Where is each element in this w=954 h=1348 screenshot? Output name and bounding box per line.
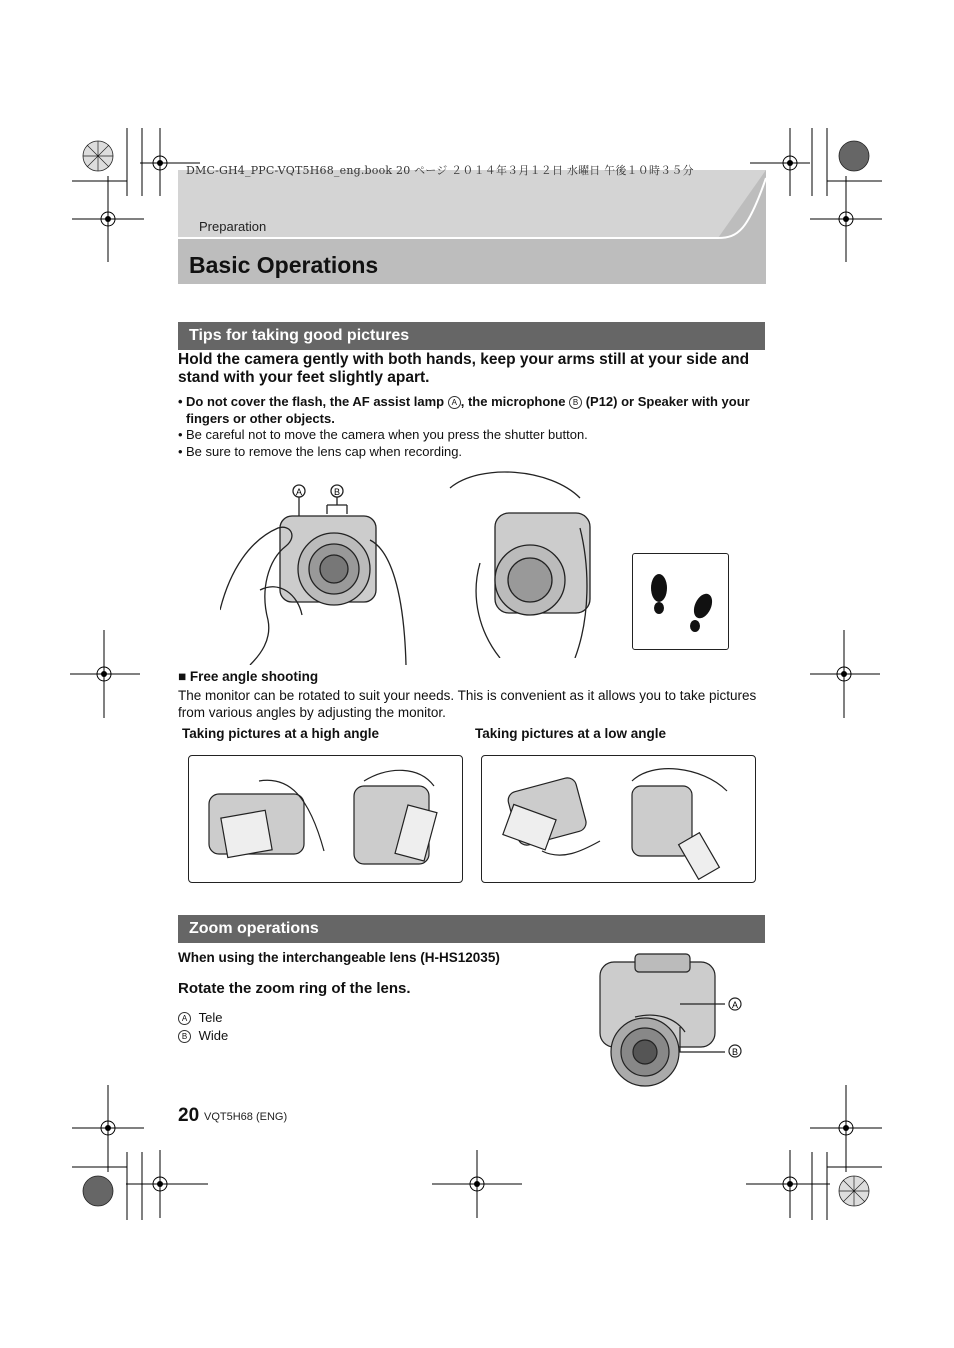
footprints-icon bbox=[633, 554, 728, 649]
tips-lead: Hold the camera gently with both hands, keep your arms still at your side and stand with your feet slightly apart. bbox=[178, 351, 750, 386]
tips-bullets bbox=[178, 394, 768, 460]
callout-a-marker: A bbox=[448, 396, 461, 409]
zoom-lens-note: When using the interchangeable lens (H-HS12035) bbox=[178, 950, 500, 965]
callout-b-marker: B bbox=[569, 396, 582, 409]
page-number: 20 bbox=[178, 1105, 200, 1126]
high-angle-illustration bbox=[188, 755, 463, 883]
bullet-shutter: • Be careful not to move the camera when you press the shutter button. bbox=[178, 427, 768, 444]
zoom-wide-item: B Wide bbox=[178, 1028, 228, 1043]
file-meta: DMC-GH4_PPC-VQT5H68_eng.book 20 ページ ２０１４年３月１２日 水曜日 午後１０時３５分 bbox=[186, 164, 694, 177]
bullet-cover-warning: • Do not cover the flash, the AF assist lamp A , the microphone B (P12) or Speaker with your fingers or other objects. bbox=[178, 394, 768, 427]
free-angle-text: The monitor can be rotated to suit your needs. This is convenient as it allows you to take pictures from various angles by adjusting the monitor. bbox=[178, 688, 757, 720]
low-angle-drawing bbox=[482, 756, 755, 882]
low-angle-illustration bbox=[481, 755, 756, 883]
high-angle-drawing bbox=[189, 756, 462, 882]
zoom-tele-item: A Tele bbox=[178, 1010, 222, 1025]
zoom-callout-a: A bbox=[731, 1000, 739, 1010]
zoom-callout-b: B bbox=[731, 1047, 739, 1057]
zoom-heading: Zoom operations bbox=[178, 915, 765, 943]
holding-camera-side-illustration bbox=[440, 468, 610, 658]
document-code: VQT5H68 (ENG) bbox=[204, 1111, 288, 1123]
feet-stance-illustration bbox=[632, 553, 729, 650]
high-angle-label: Taking pictures at a high angle bbox=[182, 726, 380, 741]
holding-camera-illustration bbox=[220, 480, 410, 665]
free-angle-heading: ■ Free angle shooting bbox=[178, 669, 319, 684]
low-angle-label: Taking pictures at a low angle bbox=[475, 726, 667, 741]
tips-heading: Tips for taking good pictures bbox=[178, 322, 765, 350]
page-title: Basic Operations bbox=[189, 252, 379, 278]
callout-b: B bbox=[333, 487, 341, 497]
zoom-instruction: Rotate the zoom ring of the lens. bbox=[178, 980, 411, 997]
zoom-ring-illustration bbox=[595, 952, 755, 1097]
wide-marker: B bbox=[178, 1030, 191, 1043]
section-label: Preparation bbox=[199, 219, 267, 234]
tele-marker: A bbox=[178, 1012, 191, 1025]
bullet-lens-cap: • Be sure to remove the lens cap when recording. bbox=[178, 444, 768, 461]
callout-a: A bbox=[295, 487, 303, 497]
